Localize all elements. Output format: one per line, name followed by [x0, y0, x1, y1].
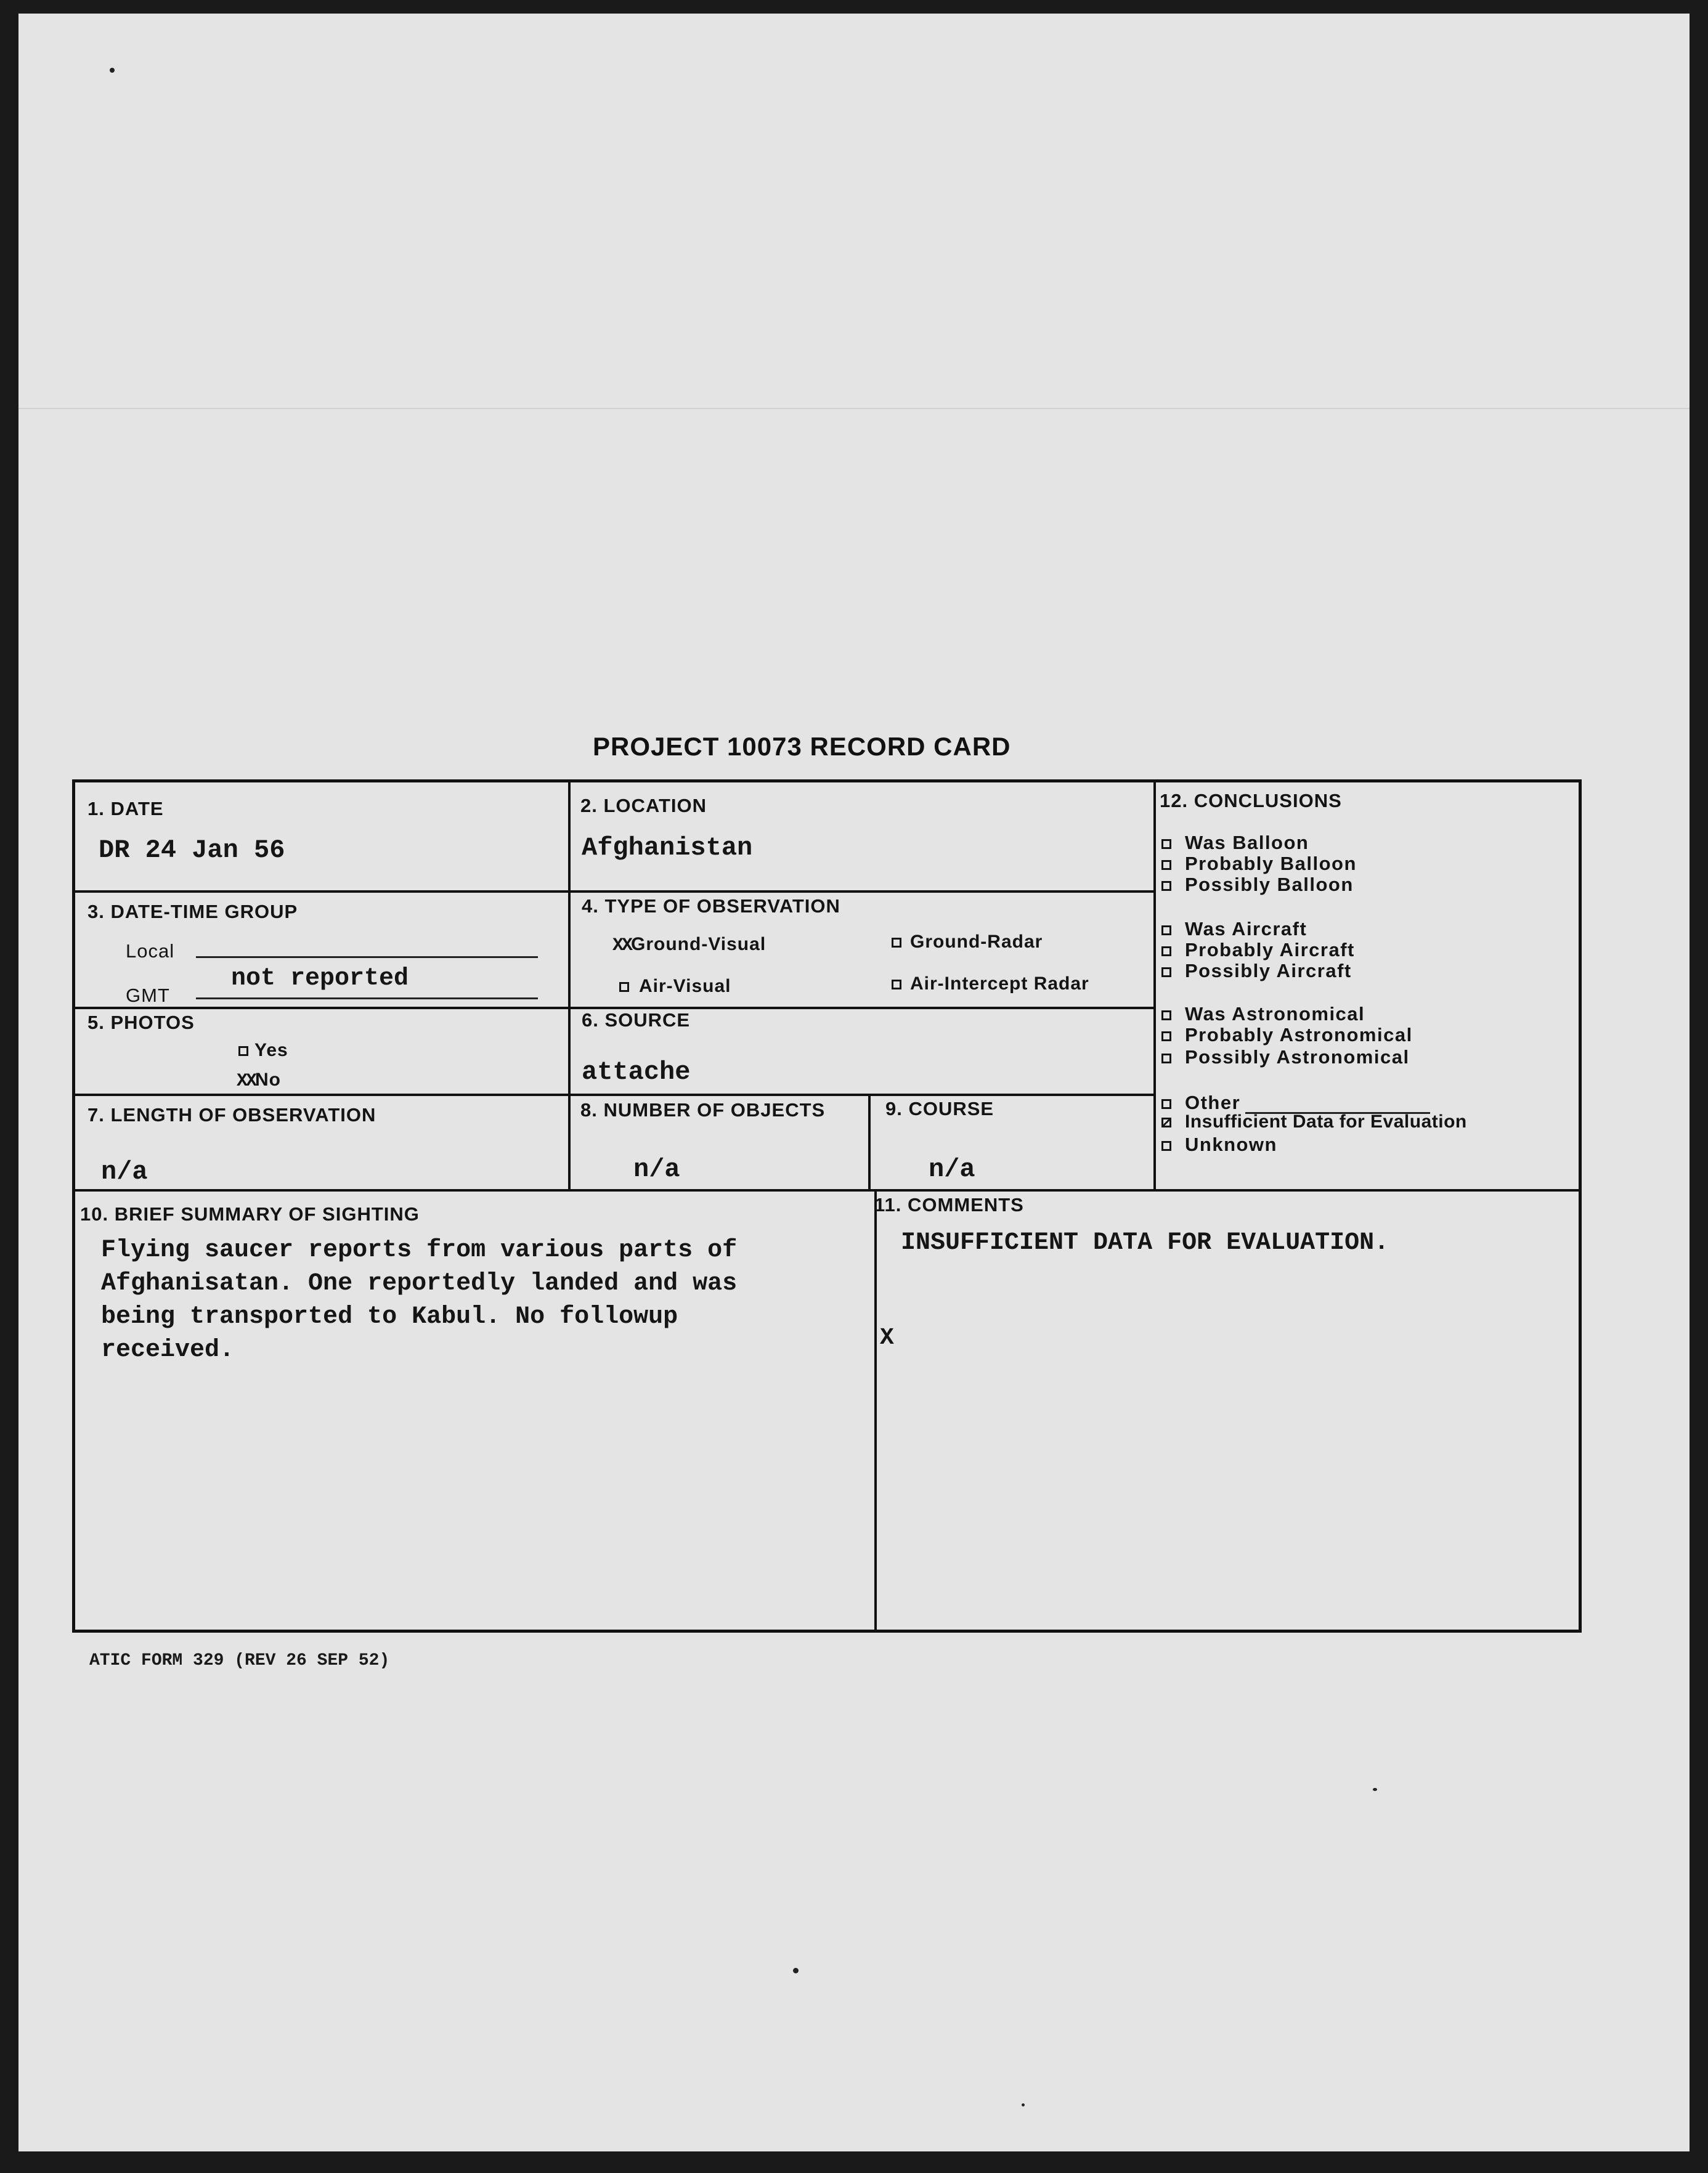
- divider: [75, 1094, 1153, 1096]
- fold-line: [18, 408, 1690, 409]
- source-label: 6. SOURCE: [582, 1009, 691, 1031]
- air-visual-option: [619, 976, 731, 997]
- photos-no-mark: XX: [237, 1071, 256, 1092]
- type-of-observation-label: 4. TYPE OF OBSERVATION: [582, 895, 840, 917]
- conclusion-checkbox: [1161, 925, 1171, 935]
- gmt-label: GMT: [126, 985, 170, 1006]
- air-visual-checkbox: [619, 982, 629, 992]
- ground-radar-option: [892, 932, 1043, 952]
- air-visual-label: Air-Visual: [639, 976, 731, 996]
- location-label: 2. LOCATION: [580, 795, 707, 816]
- conclusion-item: Probably Balloon: [1161, 853, 1357, 875]
- gmt-line: [196, 997, 538, 999]
- comments-mark: X: [880, 1325, 894, 1351]
- ground-visual-option: [612, 934, 766, 956]
- conclusion-checkbox: [1161, 1054, 1171, 1063]
- conclusion-checkbox: [1161, 967, 1171, 977]
- brief-summary-label: 10. BRIEF SUMMARY OF SIGHTING: [80, 1203, 420, 1225]
- conclusion-item: Possibly Astronomical: [1161, 1046, 1410, 1068]
- photos-yes-label: Yes: [254, 1040, 288, 1060]
- divider: [874, 1189, 877, 1633]
- length-of-observation-label: 7. LENGTH OF OBSERVATION: [87, 1104, 376, 1126]
- summary-line: received.: [101, 1336, 235, 1364]
- conclusion-item: Was Astronomical: [1161, 1003, 1365, 1025]
- divider: [568, 782, 571, 890]
- local-line: [196, 956, 538, 958]
- summary-line: Flying saucer reports from various parts of: [101, 1237, 738, 1264]
- conclusion-item: Unknown: [1161, 1134, 1277, 1156]
- ground-visual-label: Ground-Visual: [631, 934, 767, 954]
- date-label: 1. DATE: [87, 798, 164, 819]
- source-value: attache: [582, 1057, 691, 1087]
- conclusion-checkbox-checked: [1161, 1118, 1171, 1127]
- comments-label: 11. COMMENTS: [874, 1194, 1024, 1216]
- brief-summary-text: [101, 1234, 737, 1367]
- photos-yes-checkbox: [238, 1046, 248, 1056]
- card-title: PROJECT 10073 RECORD CARD: [593, 732, 1011, 761]
- ground-radar-checkbox: [892, 938, 901, 948]
- conclusion-item-checked: Insufficient Data for Evaluation: [1161, 1111, 1467, 1132]
- conclusion-item: Possibly Aircraft: [1161, 960, 1352, 982]
- summary-line: Afghanisatan. One reportedly landed and was: [101, 1270, 738, 1298]
- conclusion-checkbox: [1161, 881, 1171, 891]
- conclusion-item: Other: [1161, 1092, 1430, 1114]
- gmt-value: not reported: [231, 965, 409, 993]
- conclusion-checkbox: [1161, 946, 1171, 956]
- conclusion-checkbox: [1161, 1031, 1171, 1041]
- summary-line: being transported to Kabul. No followup: [101, 1303, 678, 1331]
- divider: [75, 890, 1153, 893]
- divider: [75, 1189, 1582, 1192]
- form-number: ATIC FORM 329 (REV 26 SEP 52): [89, 1651, 390, 1670]
- dust-speck: [1022, 2103, 1025, 2106]
- date-time-group-label: 3. DATE-TIME GROUP: [87, 901, 298, 922]
- conclusion-item: Was Balloon: [1161, 832, 1309, 854]
- divider: [568, 1094, 571, 1189]
- number-of-objects-label: 8. NUMBER OF OBJECTS: [580, 1099, 826, 1121]
- conclusion-checkbox: [1161, 1010, 1171, 1020]
- photos-no-label: No: [255, 1070, 282, 1090]
- air-intercept-radar-label: Air-Intercept Radar: [910, 973, 1089, 994]
- photos-label: 5. PHOTOS: [87, 1012, 195, 1033]
- divider: [568, 890, 571, 1097]
- length-of-observation-value: n/a: [101, 1157, 148, 1187]
- air-intercept-radar-option: [892, 973, 1089, 994]
- conclusion-checkbox: [1161, 860, 1171, 870]
- dust-speck: [110, 68, 115, 73]
- course-value: n/a: [929, 1155, 975, 1184]
- conclusion-item: Probably Astronomical: [1161, 1024, 1413, 1046]
- conclusion-checkbox: [1161, 1141, 1171, 1151]
- conclusion-item: Probably Aircraft: [1161, 939, 1355, 961]
- conclusion-checkbox: [1161, 839, 1171, 849]
- divider: [1153, 782, 1156, 1192]
- dust-speck: [793, 1968, 799, 1973]
- photos-no-option: [237, 1070, 281, 1092]
- conclusions-label: 12. CONCLUSIONS: [1160, 790, 1342, 811]
- divider: [868, 1094, 871, 1189]
- photos-yes-option: [238, 1040, 288, 1061]
- conclusion-checkbox: [1161, 1099, 1171, 1109]
- comments-value: INSUFFICIENT DATA FOR EVALUATION.: [901, 1229, 1389, 1257]
- record-card: [72, 779, 1582, 1633]
- date-value: DR 24 Jan 56: [99, 835, 285, 865]
- number-of-objects-value: n/a: [633, 1155, 680, 1184]
- conclusion-item: Was Aircraft: [1161, 918, 1307, 940]
- location-value: Afghanistan: [582, 833, 753, 863]
- conclusion-item: Possibly Balloon: [1161, 874, 1354, 896]
- course-label: 9. COURSE: [885, 1098, 994, 1119]
- ground-radar-label: Ground-Radar: [910, 932, 1043, 952]
- local-label: Local: [126, 940, 175, 962]
- dust-speck: [1373, 1788, 1377, 1791]
- ground-visual-mark: XX: [612, 935, 632, 956]
- air-intercept-radar-checkbox: [892, 980, 901, 989]
